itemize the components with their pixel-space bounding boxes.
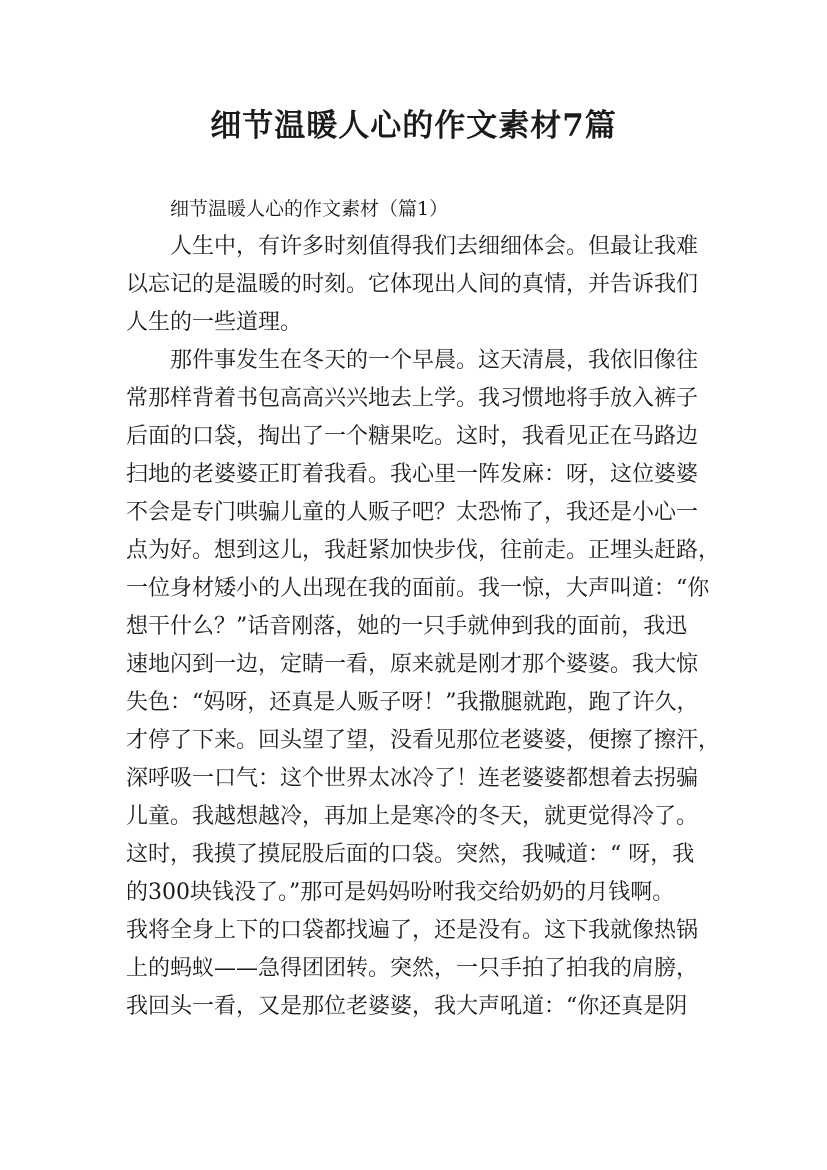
text-line: 那件事发生在冬天的一个早晨。这天清晨，我依旧像往 [170,348,699,373]
text-line: 常那样背着书包高高兴兴地去上学。我习惯地将手放入裤子 [126,386,699,411]
text-line: 我将全身上下的口袋都找遍了，还是没有。这下我就像热锅 [126,918,699,943]
text-line: 后面的口袋，掏出了一个糖果吃。这时，我看见正在马路边 [126,424,699,449]
text-line: 点为好。想到这儿，我赶紧加快步伐，往前走。正埋头赶路， [126,538,721,563]
text-line: 人生中，有许多时刻值得我们去细细体会。但最让我难 [170,234,699,259]
text-line: 不会是专门哄骗儿童的人贩子吧？太恐怖了，我还是小心一 [126,500,699,525]
text-line: 失色：“妈呀，还真是人贩子呀！”我撒腿就跑，跑了许久， [126,690,699,715]
paragraph-lines [126,228,721,1026]
text-line: 扫地的老婆婆正盯着我看。我心里一阵发麻：呀，这位婆婆 [126,462,699,487]
text-line: 想干什么？”话音刚落，她的一只手就伸到我的面前，我迅 [126,614,688,639]
text-line: 深呼吸一口气：这个世界太冰冷了！连老婆婆都想着去拐骗 [126,766,699,791]
text-line: 的300块钱没了。”那可是妈妈吩咐我交给奶奶的月钱啊。 [126,880,675,905]
text-line: 以忘记的是温暖的时刻。它体现出人间的真情，并告诉我们 [126,272,699,297]
text-line: 上的蚂蚁——急得团团转。突然，一只手拍了拍我的肩膀， [126,956,699,981]
document-title: 细节温暖人心的作文素材7篇 [210,108,617,144]
text-line: 人生的一些道理。 [126,310,303,335]
text-line: 儿童。我越想越冷，再加上是寒冷的冬天，就更觉得冷了。 [126,804,699,829]
section-heading: 细节温暖人心的作文素材（篇1） [170,198,449,220]
text-line: 才停了下来。回头望了望，没看见那位老婆婆，便擦了擦汗， [126,728,721,753]
text-line: 速地闪到一边，定睛一看，原来就是刚才那个婆婆。我大惊 [126,652,699,677]
document-body [126,190,721,1026]
text-line: 这时，我摸了摸屁股后面的口袋。突然，我喊道：“ 呀，我 [126,842,695,867]
text-line: 一位身材矮小的人出现在我的面前。我一惊，大声叫道：“你 [126,576,710,601]
text-line: 我回头一看，又是那位老婆婆，我大声吼道：“你还真是阴 [126,994,688,1019]
